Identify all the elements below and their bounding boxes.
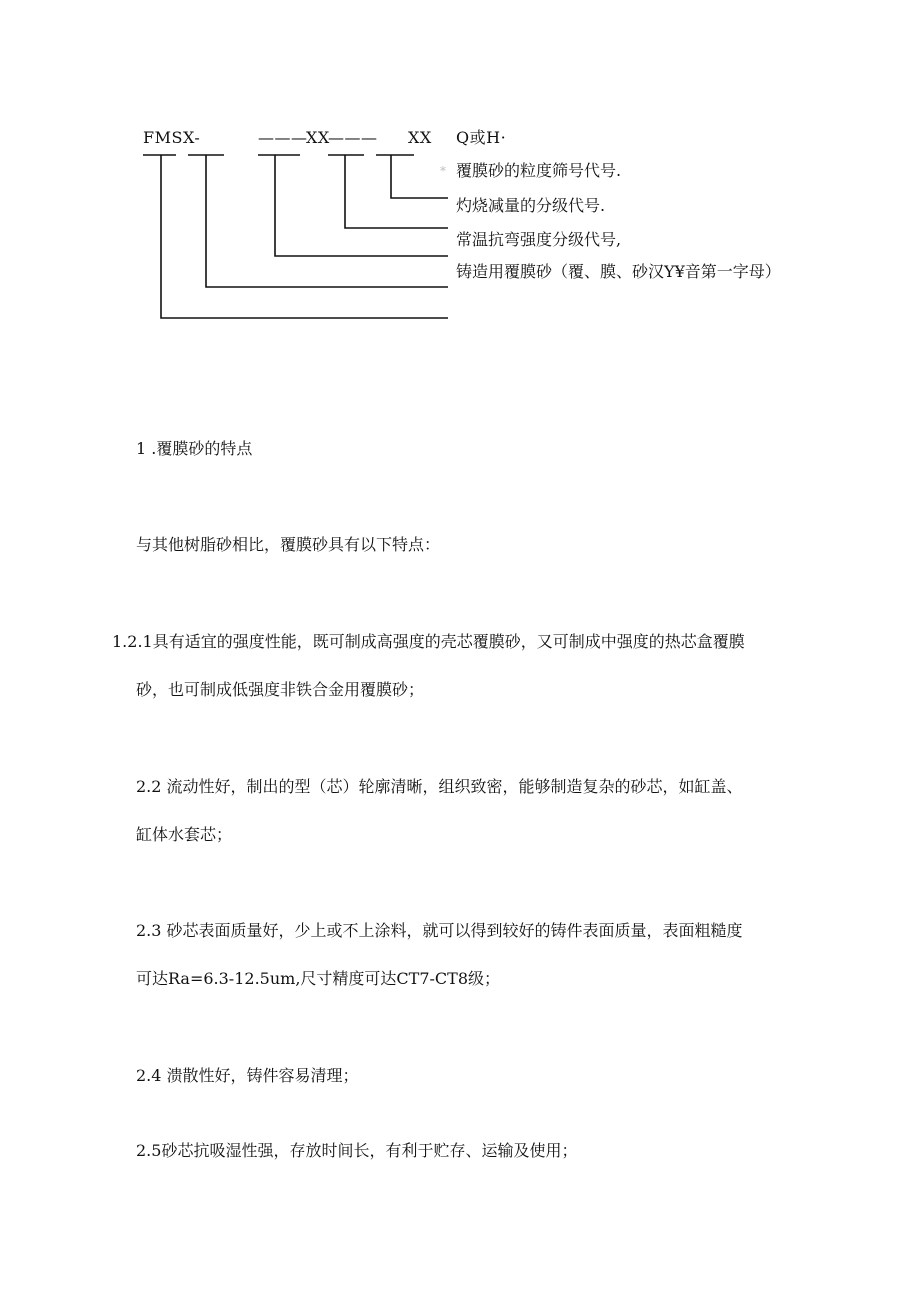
feature-item-4: 2.4 溃散性好，铸件容易清理； (136, 1066, 359, 1085)
feature-item-2-line-2: 缸体水套芯； (136, 825, 233, 844)
feature-item-3-line-1: 2.3 砂芯表面质量好，少上或不上涂料，就可以得到较好的铸件表面质量，表面粗糙度 (136, 921, 743, 940)
code-dash-2: ——— (328, 128, 378, 147)
legend-coated-sand: 铸造用覆膜砂（覆、膜、砂汉Y¥音第一字母） (456, 262, 781, 281)
code-xx-2: XX (408, 128, 432, 147)
legend-grain-size: 覆膜砂的粒度筛号代号. (456, 161, 622, 180)
bracket-bending-strength (275, 155, 448, 256)
product-code-diagram (0, 0, 920, 340)
faint-mark: * (440, 164, 446, 178)
code-x-part: X- (183, 128, 201, 147)
legend-ignition-loss: 灼烧减量的分级代号. (456, 196, 606, 215)
bracket-fms (161, 155, 448, 318)
feature-item-3-line-2: 可达Ra=6.3-12.5um,尺寸精度可达CT7-CT8级； (136, 969, 500, 988)
code-dash-1: ——— (258, 128, 308, 147)
feature-item-1-line-1: 1.2.1具有适宜的强度性能，既可制成高强度的壳芯覆膜砂，又可制成中强度的热芯盒覆膜 (112, 632, 745, 651)
bracket-ignition-loss (345, 155, 448, 228)
feature-item-5: 2.5砂芯抗吸湿性强，存放时间长，有利于贮存、运输及使用； (136, 1141, 578, 1160)
legend-bending-strength: 常温抗弯强度分级代号, (456, 230, 622, 249)
section-intro: 与其他树脂砂相比，覆膜砂具有以下特点： (136, 535, 441, 554)
bracket-coated-sand (206, 155, 448, 287)
section-heading: 1 .覆膜砂的特点 (136, 439, 253, 458)
code-prefix: FMS (143, 128, 183, 147)
feature-item-2-line-1: 2.2 流动性好，制出的型（芯）轮廓清晰，组织致密，能够制造复杂的砂芯，如缸盖、 (136, 777, 743, 796)
feature-item-1-line-2: 砂，也可制成低强度非铁合金用覆膜砂； (136, 680, 425, 699)
code-suffix: Q或H· (456, 128, 507, 147)
code-xx-1: XX (306, 128, 330, 147)
